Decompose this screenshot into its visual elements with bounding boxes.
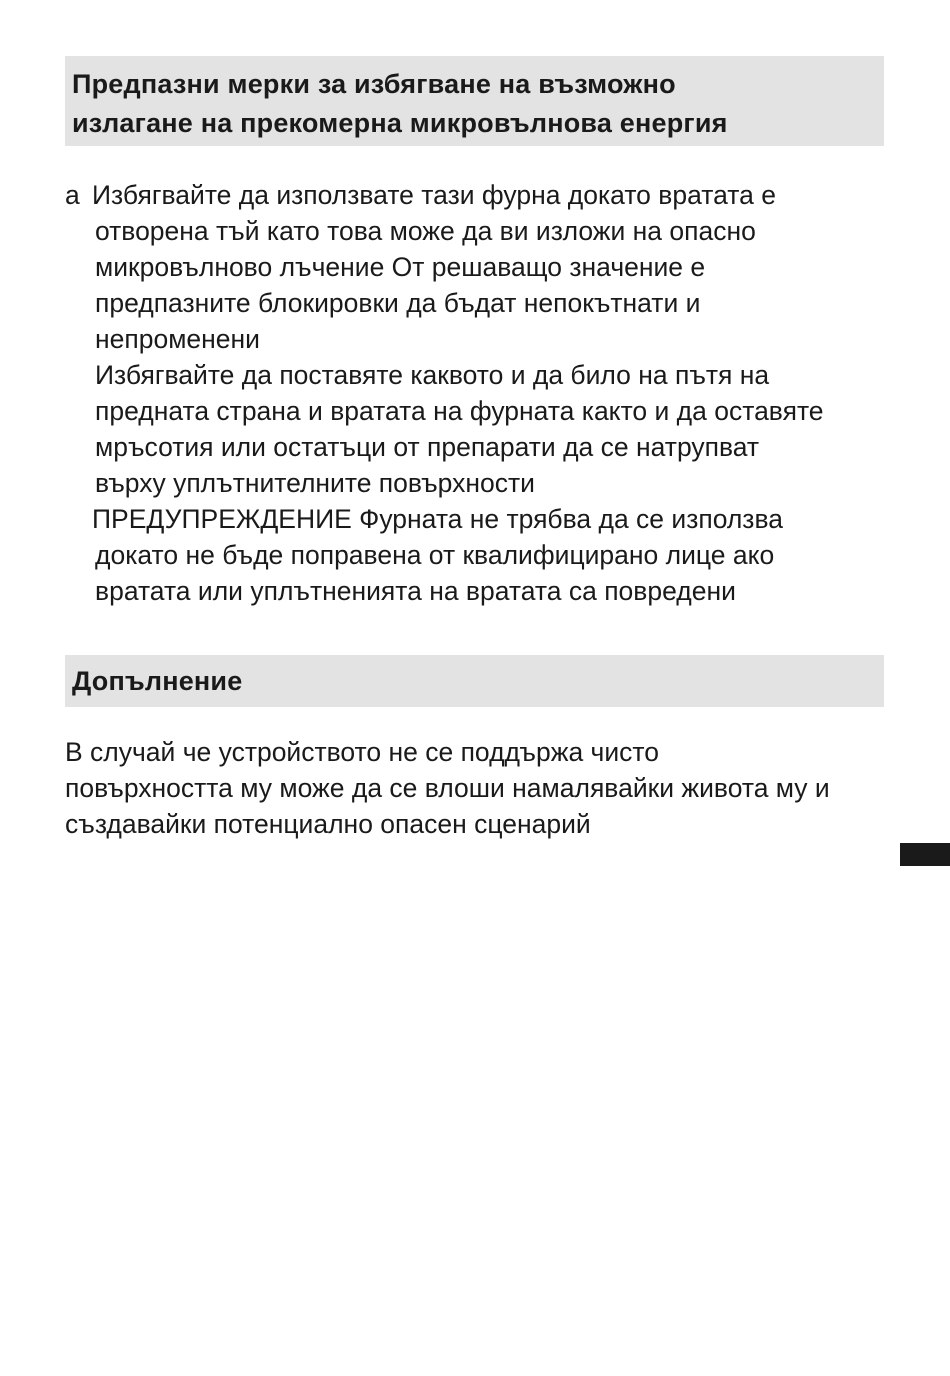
paragraph-line: вратата или уплътненията на вратата са повредени	[95, 576, 736, 606]
paragraph-line: предната страна и вратата на фурната както и да оставяте	[95, 396, 824, 426]
section-heading-supplement: Допълнение	[65, 655, 884, 707]
heading-line: Предпазни мерки за избягване на възможно	[72, 69, 676, 99]
paragraph-line: създавайки потенциално опасен сценарий	[65, 809, 591, 839]
language-tab-marker	[900, 843, 950, 866]
paragraph-line: докато не бъде поправена от квалифицирано лице ако	[95, 540, 775, 570]
supplement-paragraph	[65, 734, 830, 842]
list-item-body	[92, 177, 824, 609]
paragraph-line: Избягвайте да поставяте каквото и да било на пътя на	[95, 360, 770, 390]
list-item-a	[65, 177, 824, 609]
paragraph-line: върху уплътнителните повърхности	[95, 468, 535, 498]
paragraph-line: В случай че устройството не се поддържа чисто	[65, 737, 659, 767]
heading-line: излагане на прекомерна микровълнова енергия	[72, 108, 728, 138]
warning-line: ПРЕДУПРЕЖДЕНИЕ Фурната не трябва да се използва	[92, 504, 783, 534]
paragraph-line: микровълново лъчение От решаващо значение е	[95, 252, 706, 282]
paragraph-line: предпазните блокировки да бъдат непокътнати и	[95, 288, 701, 318]
paragraph-line: повърхността му може да се влоши намалявайки живота му и	[65, 773, 830, 803]
paragraph-line: мръсотия или остатъци от препарати да се натрупват	[95, 432, 760, 462]
paragraph-line: Избягвайте да използвате тази фурна докато вратата е	[92, 180, 776, 210]
paragraph-line: отворена тъй като това може да ви изложи на опасно	[95, 216, 756, 246]
section-heading-precautions	[65, 56, 884, 146]
list-marker: a	[65, 180, 80, 210]
paragraph-line: непроменени	[95, 324, 260, 354]
